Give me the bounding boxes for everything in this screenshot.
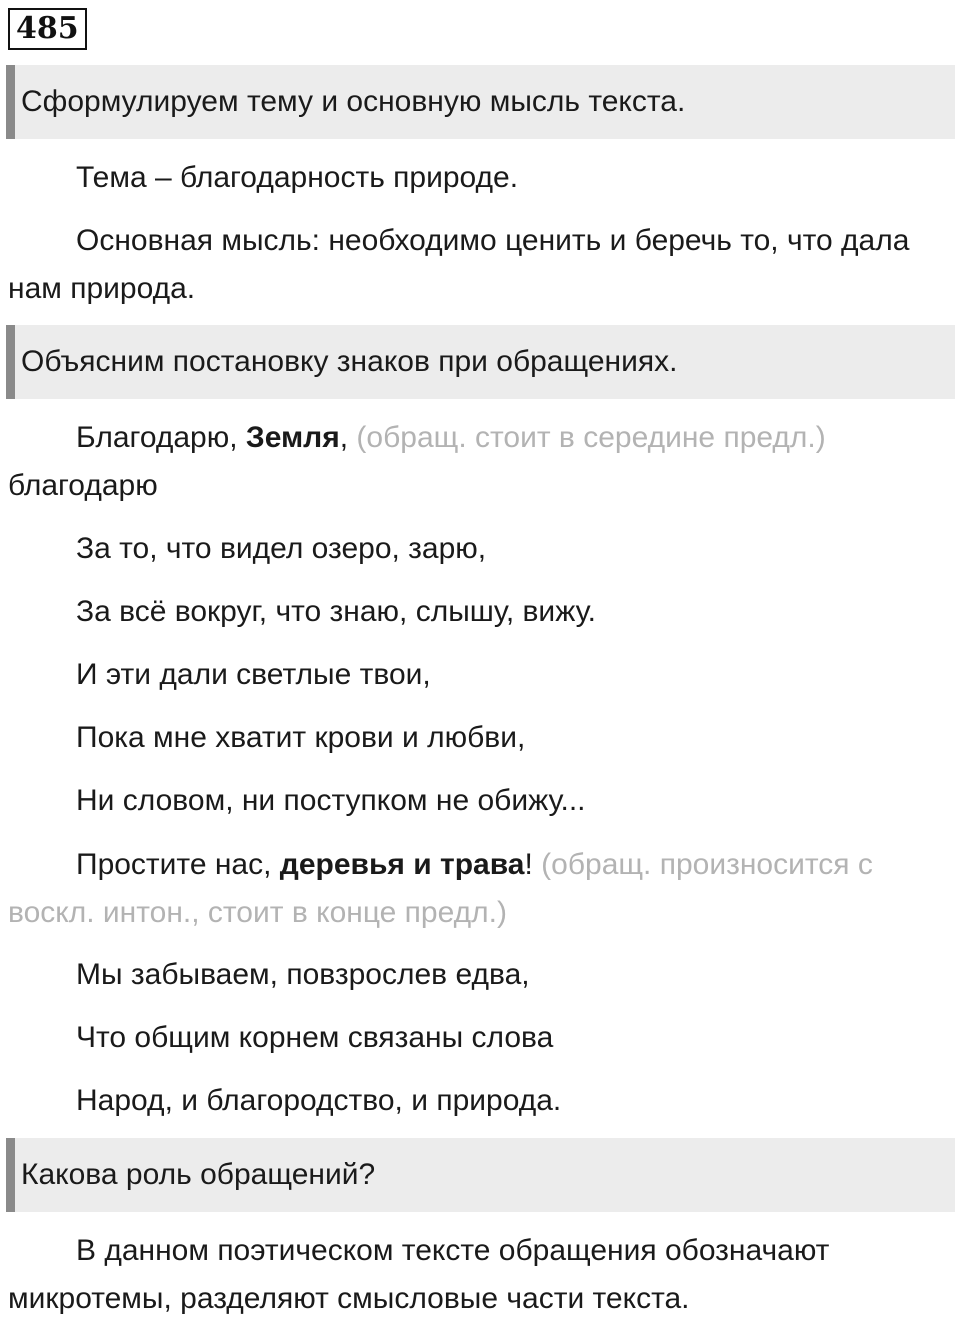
poem-line-7-start: Простите нас, (76, 848, 280, 881)
poem-line-7-exclamation: ! (524, 848, 533, 881)
address-words-trees-grass: деревья и трава (279, 848, 525, 881)
poem-line-1 (8, 414, 948, 510)
poem-line-1-comma: , (339, 421, 349, 454)
poem-line-6: Ни словом, ни поступком не обижу... (76, 784, 586, 817)
address-word-zemlya: Земля (245, 421, 340, 454)
poem-line-9: Что общим корнем связаны слова (76, 1021, 554, 1054)
annotation-note-1: (обращ. стоит в середине предл.) (348, 421, 826, 454)
section-heading-role: Какова роль обращений? (6, 1138, 955, 1212)
conclusion-text: В данном поэтическом тексте обращения обозначают микротемы, разделяют смысловые части текста. (8, 1234, 830, 1315)
poem-line-1-start: Благодарю, (76, 421, 246, 454)
poem-line-7 (8, 841, 948, 937)
poem-line-5: Пока мне хватит крови и любви, (76, 721, 526, 754)
poem-line-3: За всё вокруг, что знаю, слышу, вижу. (76, 595, 596, 628)
section-heading-theme: Сформулируем тему и основную мысль текста. (6, 65, 955, 139)
main-idea-line: Основная мысль: необходимо ценить и беречь то, что дала нам природа. (8, 224, 910, 305)
poem-line-4: И эти дали светлые твои, (76, 658, 431, 691)
poem-line-2: За то, что видел озеро, зарю, (76, 532, 487, 565)
poem-line-10: Народ, и благородство, и природа. (76, 1084, 562, 1117)
section-heading-punctuation: Объясним постановку знаков при обращениях. (6, 325, 955, 399)
poem-line-1-tail: благодарю (8, 469, 158, 502)
poem-line-8: Мы забываем, повзрослев едва, (76, 958, 530, 991)
task-number: 485 (8, 8, 87, 50)
annotation-note-2: (обращ. произносится с воскл. интон., стоит в конце предл.) (8, 848, 873, 929)
theme-line: Тема – благодарность природе. (76, 161, 519, 194)
